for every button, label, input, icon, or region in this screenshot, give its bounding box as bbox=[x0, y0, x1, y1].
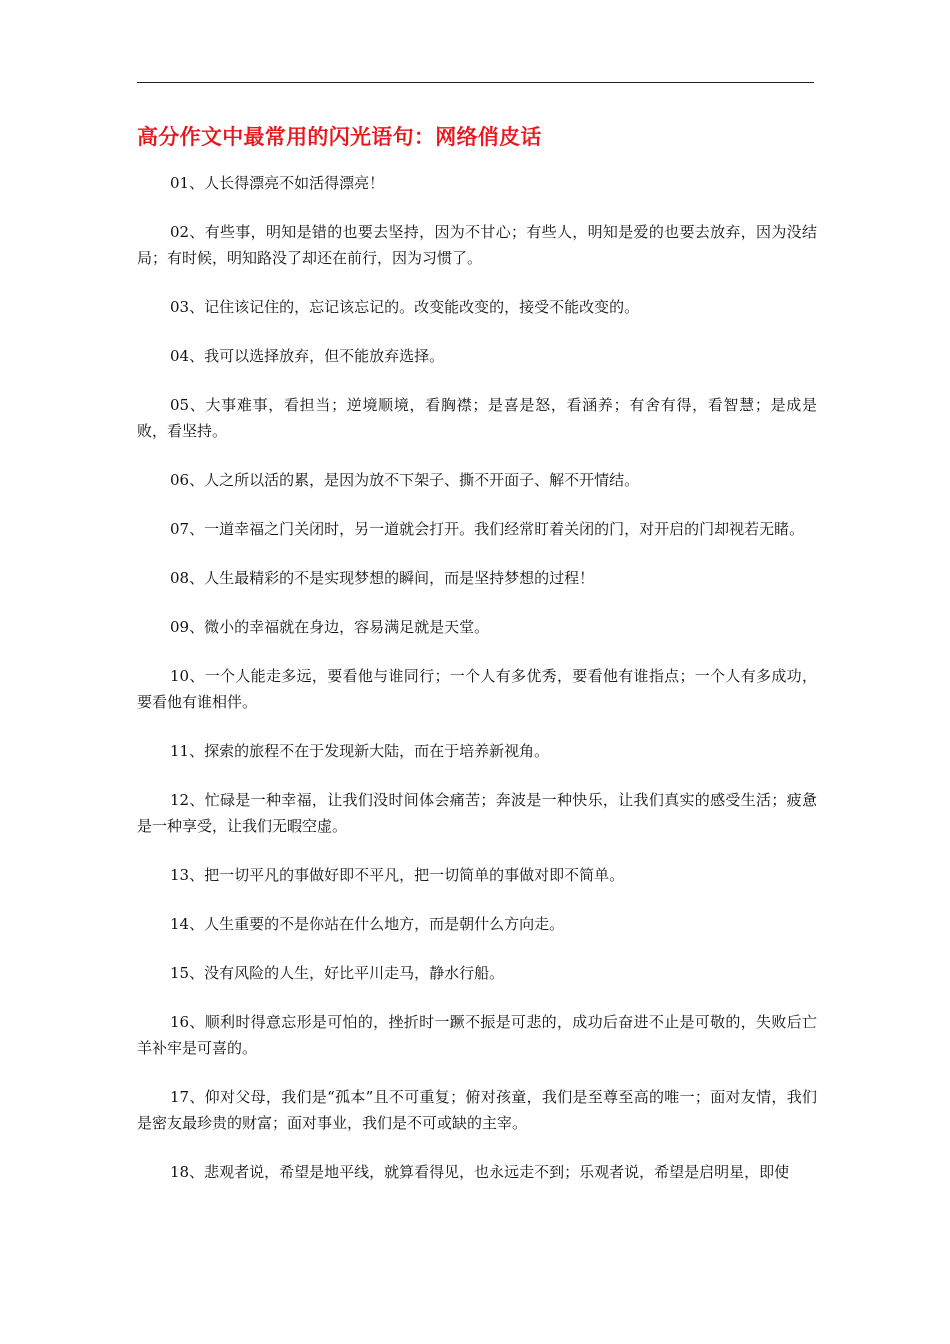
list-item: 10、一个人能走多远，要看他与谁同行；一个人有多优秀，要看他有谁指点；一个人有多成功，要看他有谁相伴。 bbox=[137, 667, 817, 711]
document-title: 高分作文中最常用的闪光语句：网络俏皮话 bbox=[137, 124, 542, 149]
list-item: 09、微小的幸福就在身边，容易满足就是天堂。 bbox=[170, 618, 490, 636]
quote-list bbox=[137, 170, 817, 1208]
list-item: 12、忙碌是一种幸福，让我们没时间体会痛苦；奔波是一种快乐，让我们真实的感受生活；疲惫是一种享受，让我们无暇空虚。 bbox=[137, 791, 817, 835]
list-item: 04、我可以选择放弃，但不能放弃选择。 bbox=[170, 347, 445, 365]
list-item: 16、顺利时得意忘形是可怕的，挫折时一蹶不振是可悲的，成功后奋进不止是可敬的，失败后亡羊补牢是可喜的。 bbox=[137, 1013, 817, 1057]
header-rule bbox=[137, 82, 814, 83]
list-item: 05、大事难事，看担当；逆境顺境，看胸襟；是喜是怒，看涵养；有舍有得，看智慧；是成是败，看坚持。 bbox=[137, 396, 817, 440]
list-item: 11、探索的旅程不在于发现新大陆，而在于培养新视角。 bbox=[170, 742, 550, 760]
list-item: 15、没有风险的人生，好比平川走马，静水行船。 bbox=[170, 964, 505, 982]
list-item: 14、人生重要的不是你站在什么地方，而是朝什么方向走。 bbox=[170, 915, 565, 933]
list-item: 17、仰对父母，我们是“孤本”且不可重复；俯对孩童，我们是至尊至高的唯一；面对友情，我们是密友最珍贵的财富；面对事业，我们是不可或缺的主宰。 bbox=[137, 1088, 817, 1132]
list-item: 01、人长得漂亮不如活得漂亮！ bbox=[170, 174, 385, 192]
list-item: 18、悲观者说，希望是地平线，就算看得见，也永远走不到；乐观者说，希望是启明星，即使 bbox=[170, 1163, 790, 1181]
list-item: 13、把一切平凡的事做好即不平凡，把一切简单的事做对即不简单。 bbox=[170, 866, 625, 884]
list-item: 02、有些事，明知是错的也要去坚持，因为不甘心；有些人，明知是爱的也要去放弃，因为没结局；有时候，明知路没了却还在前行，因为习惯了。 bbox=[137, 223, 817, 267]
list-item: 08、人生最精彩的不是实现梦想的瞬间，而是坚持梦想的过程！ bbox=[170, 569, 595, 587]
list-item: 03、记住该记住的，忘记该忘记的。改变能改变的，接受不能改变的。 bbox=[170, 298, 640, 316]
list-item: 06、人之所以活的累，是因为放不下架子、撕不开面子、解不开情结。 bbox=[170, 471, 640, 489]
list-item: 07、一道幸福之门关闭时，另一道就会打开。我们经常盯着关闭的门，对开启的门却视若无睹。 bbox=[170, 520, 805, 538]
